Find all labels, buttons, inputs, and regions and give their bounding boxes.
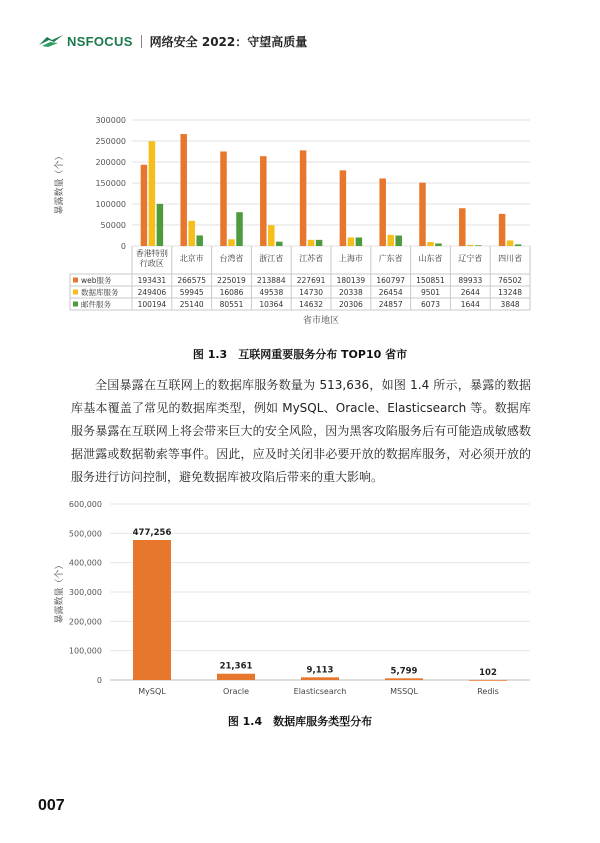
figure-1-3-caption: 图 1.3 互联网重要服务分布 TOP10 省市 — [192, 348, 408, 361]
bar-mail — [157, 204, 164, 246]
bar-mail — [395, 236, 402, 246]
y-tick-label: 300000 — [95, 116, 126, 125]
bar-db — [387, 235, 394, 246]
bar-db — [427, 242, 434, 246]
bar-db — [268, 225, 275, 246]
header-divider — [141, 35, 142, 48]
bar-db — [467, 245, 474, 246]
bar-mssql — [385, 678, 423, 680]
category-label: MSSQL — [390, 687, 418, 696]
category-label: 四川省 — [498, 254, 523, 263]
y-tick-label: 0 — [120, 242, 126, 251]
y-tick-label: 50000 — [100, 221, 126, 230]
table-cell-value: 14632 — [299, 300, 324, 309]
legend-swatch — [73, 302, 78, 307]
bar-elasticsearch — [301, 677, 339, 680]
x-axis-label: 省市地区 — [302, 316, 340, 326]
table-cell-value: 225019 — [217, 276, 246, 285]
page-number: 007 — [38, 797, 65, 814]
database-type-chart — [0, 492, 600, 707]
legend-label: 邮件服务 — [81, 300, 111, 309]
bar-mail — [515, 244, 522, 246]
y-tick-label: 500,000 — [68, 529, 102, 539]
table-cell-value: 150851 — [416, 276, 445, 285]
bar-web — [379, 178, 386, 246]
bar-mail — [356, 237, 363, 246]
y-tick-label: 600,000 — [68, 500, 102, 509]
y-axis-label: 暴露数量（个） — [55, 560, 65, 624]
body-paragraph: 全国暴露在互联网上的数据库服务数量为 513,636，如图 1.4 所示，暴露的数据库基本覆盖了常见的数据库类型，例如 MySQL、Oracle、Elasticsearch 等。数据库服务暴露在互联网上将会带来巨大的安全风险，因为黑客攻陷服务后有可能造成敏感数据泄露或数据勒索等事件。因此，应及时关闭非必要开放的数据库服务，对必须开放的服务进行访问控制，避免数据库被攻陷后带来的重大影响。 — [71, 378, 531, 484]
table-cell-value: 24857 — [378, 300, 403, 309]
table-cell-value: 16086 — [219, 288, 244, 297]
category-label: 山东省 — [418, 254, 443, 263]
y-axis-label: 暴露数量（个） — [55, 151, 65, 215]
y-tick-label: 400,000 — [68, 558, 102, 568]
bar-web — [260, 156, 267, 246]
bar-db — [348, 237, 355, 246]
category-label: 广东省 — [378, 254, 403, 263]
bar-web — [419, 183, 426, 246]
y-tick-label: 150000 — [95, 179, 126, 188]
y-tick-label: 200000 — [95, 158, 126, 167]
bar-web — [180, 134, 187, 246]
data-label: 21,361 — [219, 661, 253, 672]
table-cell-value: 6073 — [420, 300, 441, 309]
table-cell-value: 20306 — [338, 300, 363, 309]
table-cell-value: 266575 — [177, 276, 207, 285]
bar-oracle — [217, 674, 255, 680]
category-label: 台湾省 — [219, 254, 244, 263]
logo-mark-icon — [38, 34, 64, 48]
table-cell-value: 26454 — [378, 288, 403, 297]
table-cell-value: 49538 — [259, 288, 284, 297]
data-label: 102 — [479, 667, 497, 678]
category-label: 北京市 — [179, 254, 204, 263]
legend-label: 数据库服务 — [81, 288, 119, 297]
page-header — [38, 30, 307, 52]
category-label: 上海市 — [338, 254, 363, 263]
nsfocus-logo — [38, 34, 133, 49]
bar-web — [220, 151, 227, 246]
legend-swatch — [73, 278, 78, 283]
bar-web — [300, 150, 307, 246]
category-label: MySQL — [138, 687, 166, 696]
y-tick-label: 0 — [96, 676, 102, 685]
figure-1-4-caption: 图 1.4 数据库服务类型分布 — [227, 715, 373, 728]
brand-name: NSFOCUS — [67, 33, 133, 49]
category-label: 香港特别行政区 — [135, 249, 168, 268]
bar-mail — [236, 212, 243, 246]
table-cell-value: 1644 — [460, 300, 480, 309]
bar-mysql — [133, 540, 171, 680]
bar-mail — [435, 243, 442, 246]
y-tick-label: 200,000 — [68, 617, 102, 627]
y-tick-label: 100,000 — [68, 646, 102, 656]
table-cell-value: 25140 — [179, 300, 204, 309]
table-cell-value: 160797 — [376, 276, 406, 285]
table-cell-value: 9501 — [420, 288, 441, 297]
bar-web — [340, 170, 347, 246]
table-cell-value: 2644 — [460, 288, 480, 297]
legend-label: web服务 — [81, 276, 112, 285]
y-tick-label: 250000 — [95, 137, 126, 146]
bar-mail — [196, 235, 203, 246]
table-cell-value: 180139 — [336, 276, 366, 285]
category-label: Redis — [477, 687, 499, 696]
y-tick-label: 300,000 — [68, 588, 102, 597]
bar-web — [459, 208, 466, 246]
table-cell-value: 100194 — [137, 300, 167, 309]
province-service-chart — [0, 108, 600, 338]
category-label: Elasticsearch — [293, 687, 347, 696]
bar-web — [499, 214, 506, 246]
table-cell-value: 227691 — [296, 276, 326, 285]
table-cell-value: 80551 — [219, 300, 244, 309]
bar-db — [228, 239, 235, 246]
category-label: 辽宁省 — [458, 254, 483, 263]
data-label: 9,113 — [306, 665, 334, 676]
bar-mail — [316, 240, 323, 246]
bar-db — [308, 240, 315, 246]
table-cell-value: 10364 — [259, 300, 284, 309]
data-label: 5,799 — [390, 666, 418, 677]
bar-web — [141, 165, 148, 246]
category-label: Oracle — [222, 687, 250, 696]
y-tick-label: 100000 — [95, 200, 126, 209]
table-cell-value: 14730 — [299, 288, 324, 297]
table-cell-value: 59945 — [179, 288, 204, 297]
category-label: 浙江省 — [259, 254, 284, 263]
bar-db — [188, 221, 195, 246]
data-label: 477,256 — [132, 528, 172, 539]
table-cell-value: 89933 — [458, 276, 483, 285]
table-cell-value: 13248 — [498, 288, 523, 297]
bar-db — [149, 141, 156, 246]
bar-mail — [475, 245, 482, 246]
category-label: 江苏省 — [299, 254, 324, 263]
table-cell-value: 193431 — [137, 276, 167, 285]
table-cell-value: 249406 — [137, 288, 167, 297]
legend-swatch — [73, 290, 78, 295]
header-title: 网络安全 2022：守望高质量 — [149, 34, 308, 49]
table-cell-value: 20338 — [338, 288, 363, 297]
bar-mail — [276, 242, 283, 246]
table-cell-value: 213884 — [256, 276, 286, 285]
table-cell-value: 3848 — [500, 300, 520, 309]
table-cell-value: 76502 — [498, 276, 523, 285]
bar-redis — [469, 680, 507, 681]
bar-db — [507, 240, 513, 246]
